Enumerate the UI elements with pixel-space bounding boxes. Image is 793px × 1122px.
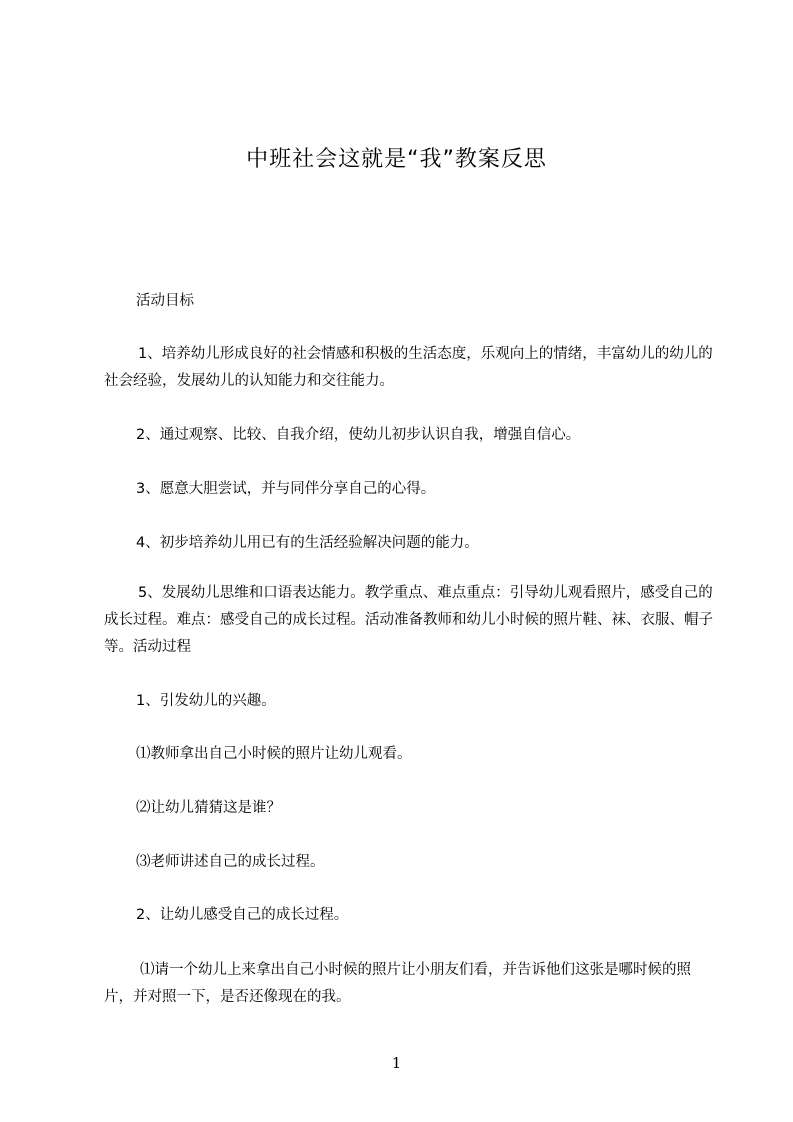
paragraph-objective-5: 5、发展幼儿思维和口语表达能力。教学重点、难点重点：引导幼儿观看照片，感受自己的成长过程。难点：感受自己的成长过程。活动准备教师和幼儿小时候的照片鞋、袜、衣服、帽子等。活动过程	[104, 585, 713, 655]
paragraph-objective-1: 1、培养幼儿形成良好的社会情感和积极的生活态度，乐观向上的情绪，丰富幼儿的幼儿的社会经验，发展幼儿的认知能力和交往能力。	[104, 346, 713, 389]
document-title: 中班社会这就是“我”教案反思	[246, 147, 547, 172]
paragraph-process-1-3: ⑶老师讲述自己的成长过程。	[136, 854, 325, 870]
paragraph-objective-4: 4、初步培养幼儿用已有的生活经验解决问题的能力。	[136, 535, 479, 551]
page-number: 1	[391, 1054, 402, 1072]
paragraph-process-1-1: ⑴教师拿出自己小时候的照片让幼儿观看。	[136, 746, 412, 762]
paragraph-process-1-2: ⑵让幼儿猜猜这是谁？	[136, 800, 281, 816]
paragraph-objective-3: 3、愿意大胆尝试，并与同伴分享自己的心得。	[136, 481, 436, 497]
paragraph-objective-2: 2、通过观察、比较、自我介绍，使幼儿初步认识自我，增强自信心。	[136, 427, 581, 443]
paragraph-process-2: 2、让幼儿感受自己的成长过程。	[136, 907, 349, 923]
paragraph-process-1: 1、引发幼儿的兴趣。	[136, 693, 276, 709]
paragraph-process-2-1: ⑴请一个幼儿上来拿出自己小时候的照片让小朋友们看，并告诉他们这张是哪时候的照片，并对照一下，是否还像现在的我。	[104, 962, 691, 1005]
section-heading-objectives: 活动目标	[136, 293, 194, 309]
